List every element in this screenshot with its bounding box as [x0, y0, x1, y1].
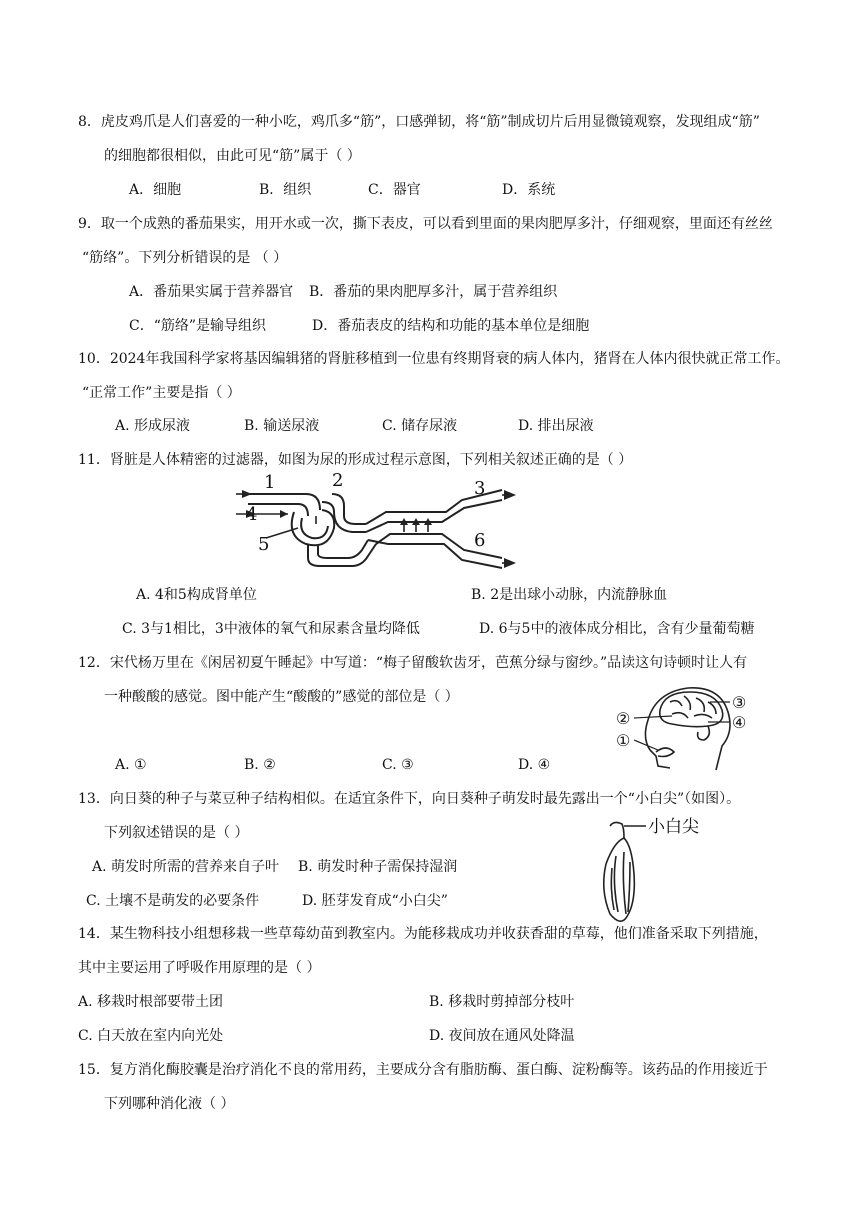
question-12-line-1: 12．宋代杨万里在《闲居初夏午睡起》中写道：“梅子留酸软齿牙，芭蕉分绿与窗纱。”品读这句诗顿时让人有: [78, 655, 748, 671]
question-9-line-2: “筋络”。下列分析错误的是 （ ）: [82, 250, 288, 266]
option-11b: B. 2是出球小动脉，内流静脉血: [471, 587, 668, 603]
question-11-stem: 11．肾脏是人体精密的过滤器，如图为尿的形成过程示意图，下列相关叙述正确的是（ ）: [78, 452, 633, 468]
question-14-line-2: 其中主要运用了呼吸作用原理的是（ ）: [78, 960, 321, 976]
option-11d: D. 6与5中的液体成分相比，含有少量葡萄糖: [479, 621, 755, 637]
option-10a: A. 形成尿液: [115, 418, 191, 434]
option-8d: D．系统: [502, 182, 556, 198]
sunflower-seed-diagram: [596, 816, 706, 928]
option-11c: C. 3与1相比，3中液体的氧气和尿素含量均降低: [122, 621, 420, 637]
option-11a: A. 4和5构成肾单位: [136, 587, 257, 603]
head-label-4: ④: [732, 713, 747, 732]
head-label-2: ②: [616, 709, 631, 728]
option-8c: C．器官: [368, 182, 421, 198]
option-14a: A. 移栽时根部要带土团: [78, 994, 224, 1010]
question-12-line-2: 一种酸酸的感觉。图中能产生“酸酸的”感觉的部位是（ ）: [104, 689, 459, 705]
option-9d: D．番茄表皮的结构和功能的基本单位是细胞: [312, 318, 590, 334]
urine-formation-diagram: [236, 472, 526, 582]
question-9-line-1: 9．取一个成熟的番茄果实，用开水或一次，撕下表皮，可以看到里面的果肉肥厚多汁，仔细观察，里面还有丝丝: [78, 216, 773, 232]
head-label-1: ①: [616, 731, 631, 750]
option-12c: C. ③: [382, 757, 414, 773]
option-14d: D. 夜间放在通风处降温: [429, 1028, 575, 1044]
kidney-label-5: 5: [258, 534, 270, 555]
head-brain-diagram: [612, 680, 752, 772]
option-10c: C. 储存尿液: [382, 418, 458, 434]
kidney-label-2: 2: [332, 470, 344, 491]
option-8b: B．组织: [259, 182, 312, 198]
option-10d: D. 排出尿液: [518, 418, 594, 434]
option-9c: C．“筋络”是输导组织: [129, 318, 267, 334]
option-14c: C. 白天放在室内向光处: [78, 1028, 224, 1044]
option-13b: B. 萌发时种子需保持湿润: [298, 859, 458, 875]
option-9a: A．番茄果实属于营养器官: [129, 284, 294, 300]
question-8-line-2: 的细胞都很相似，由此可见“筋”属于（ ）: [104, 148, 361, 164]
option-13a: A. 萌发时所需的营养来自子叶: [92, 859, 280, 875]
option-13c: C. 土壤不是萌发的必要条件: [86, 893, 260, 909]
question-13-line-2: 下列叙述错误的是（ ）: [104, 825, 249, 841]
option-8a: A．细胞: [129, 182, 182, 198]
question-14-line-1: 14．某生物科技小组想移栽一些草莓幼苗到教室内。为能移栽成功并收获香甜的草莓，他们准备采取下列措施，: [78, 926, 768, 942]
question-10-line-2: “正常工作”主要是指（ ）: [82, 385, 241, 401]
option-12a: A. ①: [115, 757, 147, 773]
option-12d: D. ④: [518, 757, 551, 773]
question-15-line-2: 下列哪种消化液（ ）: [104, 1096, 235, 1112]
kidney-label-6: 6: [474, 530, 486, 551]
question-15-line-1: 15．复方消化酶胶囊是治疗消化不良的常用药，主要成分含有脂肪酶、蛋白酶、淀粉酶等。该药品的作用接近于: [78, 1062, 768, 1078]
head-label-3: ③: [732, 693, 747, 712]
question-13-line-1: 13．向日葵的种子与菜豆种子结构相似。在适宜条件下，向日葵种子萌发时最先露出一个“小白尖”（如图）。: [78, 791, 741, 807]
option-14b: B. 移栽时剪掉部分枝叶: [429, 994, 575, 1010]
option-12b: B. ②: [244, 757, 276, 773]
option-13d: D. 胚芽发育成“小白尖”: [302, 893, 448, 909]
question-8-line-1: 8．虎皮鸡爪是人们喜爱的一种小吃，鸡爪多“筋”，口感弹韧，将“筋”制成切片后用显微镜观察，发现组成“筋”: [78, 114, 760, 130]
kidney-label-1: 1: [264, 472, 276, 493]
option-9b: B．番茄的果肉肥厚多汁，属于营养组织: [309, 284, 558, 300]
kidney-label-3: 3: [474, 478, 486, 499]
seed-label-xiaobaijian: 小白尖: [648, 817, 699, 837]
question-10-line-1: 10．2024年我国科学家将基因编辑猪的肾脏移植到一位患有终期肾衰的病人体内，猪肾在人体内很快就正常工作。: [78, 351, 790, 367]
kidney-label-4: 4: [246, 504, 258, 525]
option-10b: B. 输送尿液: [244, 418, 320, 434]
